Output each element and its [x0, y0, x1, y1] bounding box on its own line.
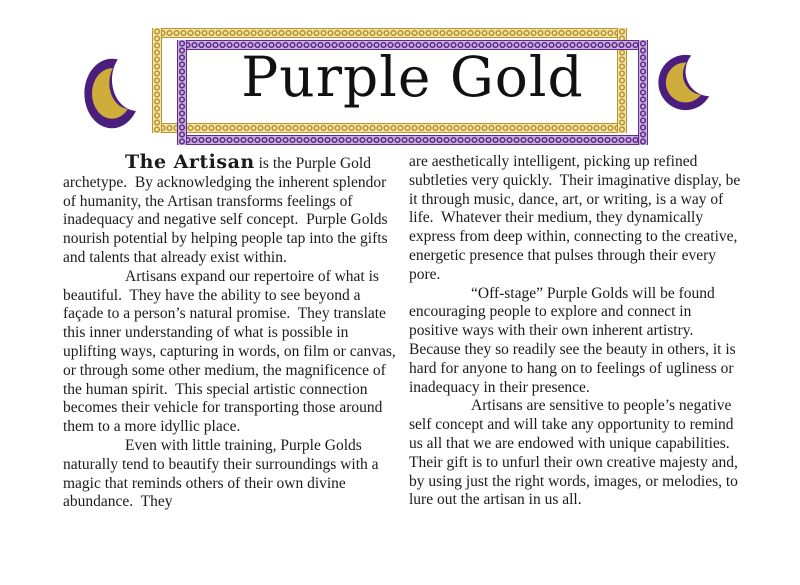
- paragraph-aesthetically-intelligent: are aesthetically intelligent, picking up refined subtleties very quickly. Their imaginative display, be it through music, dance, art, or writing, is a way of life. Whatever their medium, they dynamically express from deep within, connecting to the creative, energetic presence that pulses through their every pore.: [409, 153, 745, 283]
- paragraph-artisans-expand: Artisans expand our repertoire of what is beautiful. They have the ability to see beyond a façade to a person’s natural promise. They translate this inner understanding of what is possible in uplifting ways, capturing in words, on film or canvas, or through some other medium, the magnificence of the human spirit. This special artistic connection becomes their vehicle for transporting those around them to a more idyllic place.: [63, 267, 400, 436]
- paragraph-sensitive: Artisans are sensitive to people’s negative self concept and will take any opportunity to remind us all that we are endowed with unique capabilities. Their gift is to unfurl their own creative majesty and, by using just the right words, images, or melodies, to lure out the artisan in us all.: [409, 397, 742, 509]
- right-column: [409, 153, 745, 510]
- crescent-moon-left-icon: [83, 50, 152, 137]
- paragraph-even-with-training: Even with little training, Purple Golds naturally tend to beautify their surroundings with a magic that reminds others of their own divine abundance. They: [63, 436, 383, 511]
- left-column: [63, 151, 400, 512]
- paragraph-off-stage: “Off-stage” Purple Golds will be found encouraging people to explore and connect in positive ways with their own inherent artistry. Because they so readily see the beauty in others, it is hard for anyone to hang on to feelings of ugliness or inadequacy in their presence.: [409, 284, 740, 396]
- crescent-moon-right-icon: [657, 48, 725, 117]
- paragraph-artisan-intro: [63, 153, 396, 268]
- gold-frame-edge-top: [152, 28, 627, 38]
- purple-frame-edge-right: [638, 40, 648, 145]
- paragraph-text: is the Purple Gold archetype. By acknowledging the inherent splendor of humanity, the Artisan transforms feelings of inadequacy and negative self concept. Purple Golds nourish potential by helping people tap into the gifts and talents that already exist within.: [63, 155, 392, 266]
- purple-frame-edge-bottom: [177, 135, 648, 145]
- gold-frame-edge-left: [152, 28, 162, 133]
- page-title: Purple Gold: [241, 45, 584, 109]
- purple-frame-edge-left: [177, 40, 187, 145]
- artisan-lead-text: The Artisan: [125, 151, 255, 173]
